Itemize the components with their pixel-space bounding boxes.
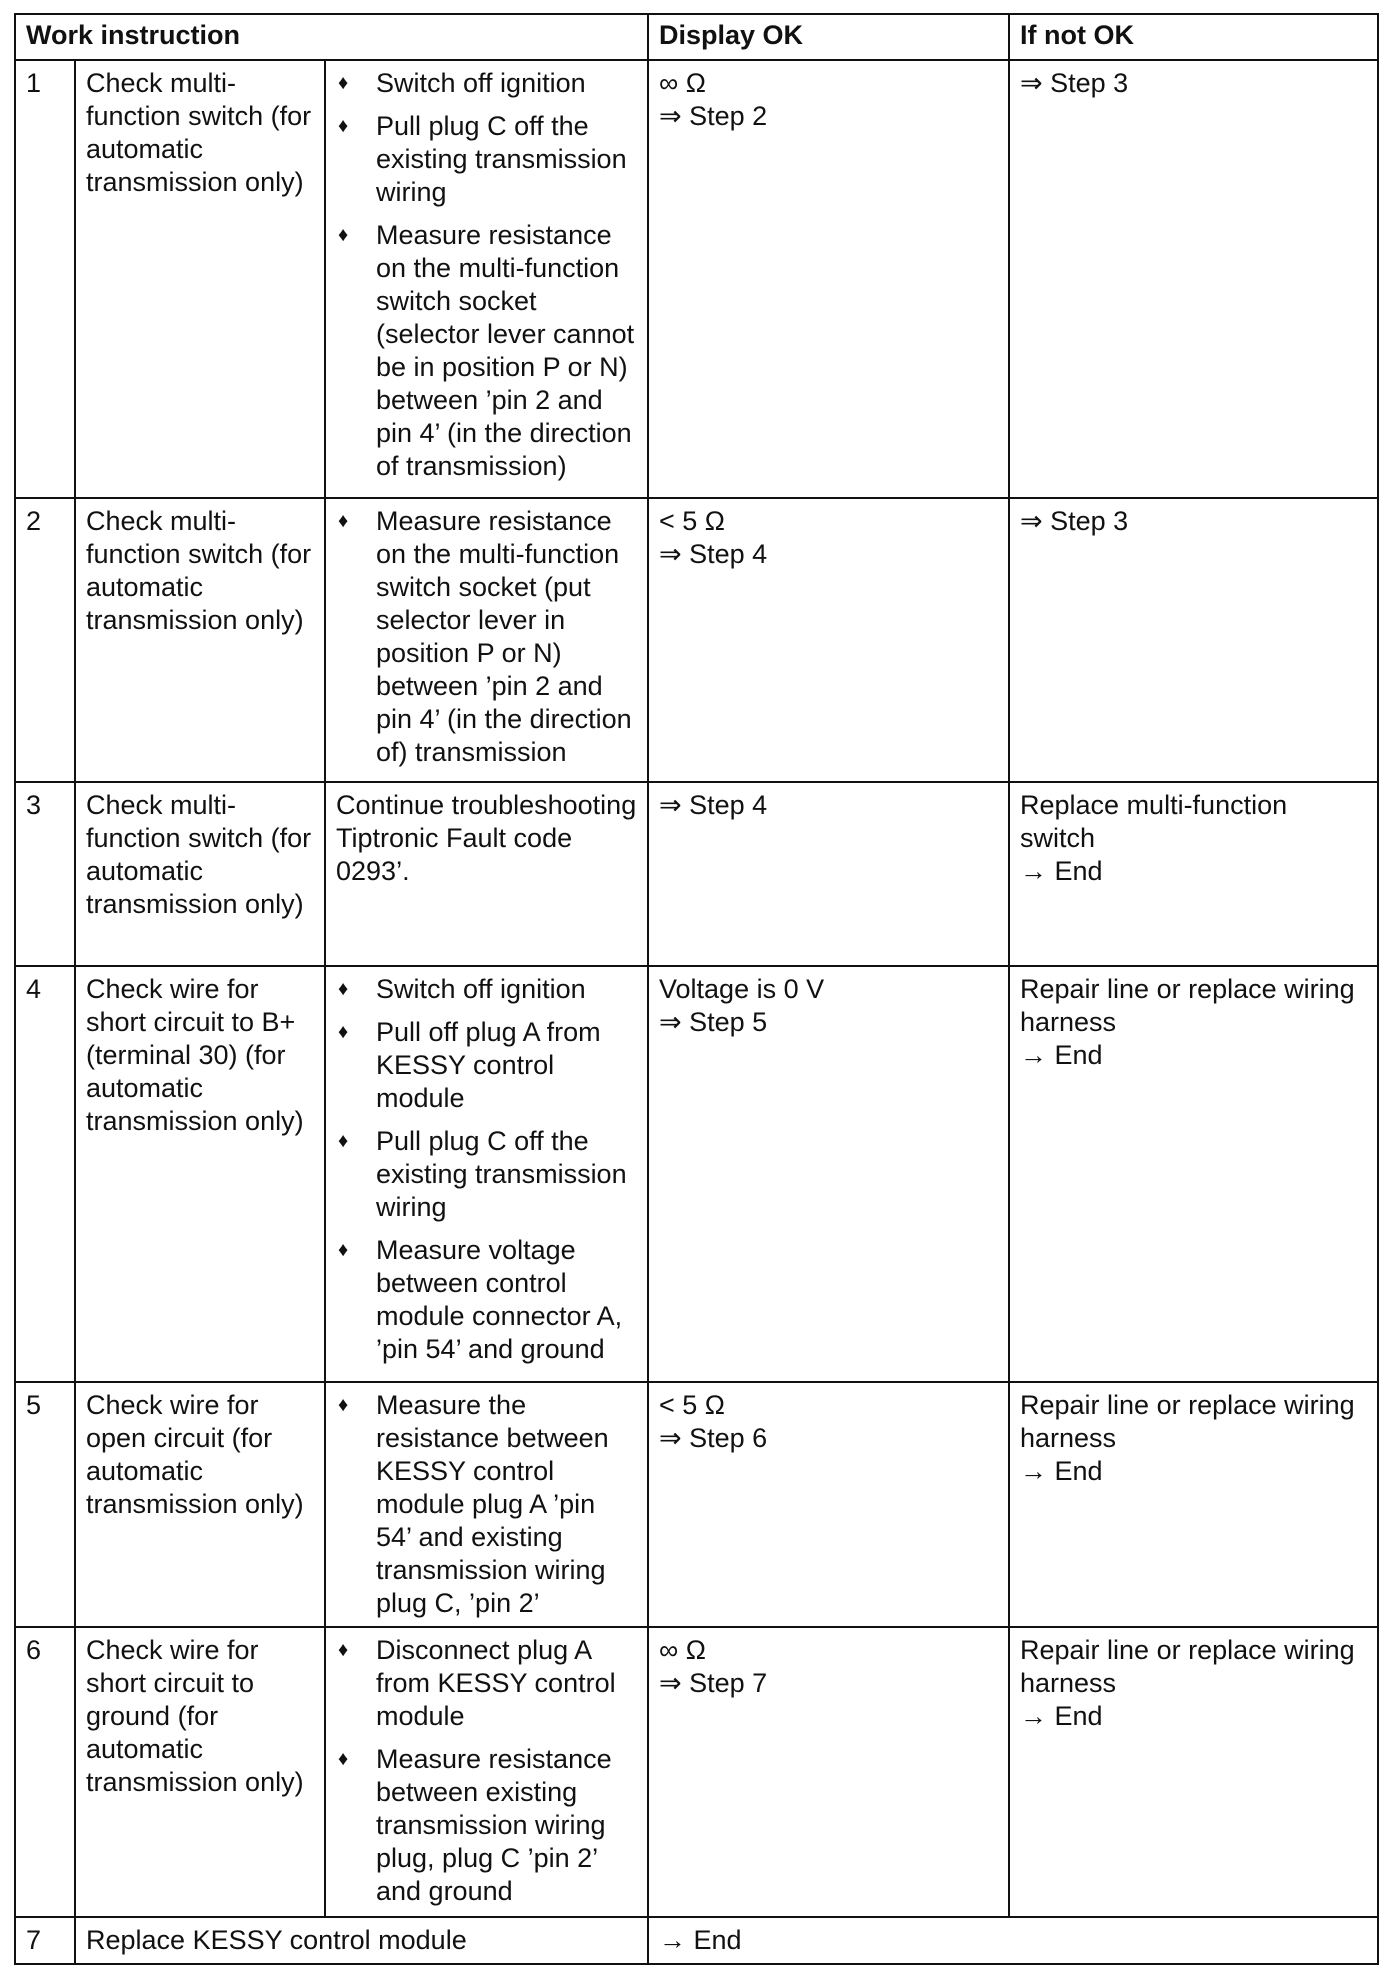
- step-number: 3: [15, 782, 75, 966]
- bullet-icon: ♦: [338, 1130, 349, 1152]
- header-display-ok: Display OK: [648, 14, 1009, 60]
- instruction-cell: [325, 60, 648, 498]
- if-not-ok-line: → End: [1020, 1701, 1103, 1731]
- instruction-list: [336, 1389, 637, 1620]
- table-row: [15, 966, 1378, 1382]
- display-ok-line: ⇒ Step 5: [659, 1007, 768, 1037]
- display-ok-line: ∞ Ω: [659, 1635, 706, 1665]
- instruction-text: Disconnect plug A from KESSY control module: [376, 1635, 616, 1731]
- if-not-ok-line: ⇒ Step 3: [1020, 68, 1129, 98]
- if-not-ok-line: Repair line or replace wiring harness: [1020, 1390, 1355, 1453]
- instruction-cell: [325, 1382, 648, 1627]
- instruction-cell: [325, 1627, 648, 1917]
- table-row: [15, 498, 1378, 782]
- check-description: Check multi-function switch (for automatic transmission only): [75, 498, 325, 782]
- instruction-item: [336, 1125, 637, 1224]
- instruction-item: [336, 67, 637, 100]
- check-description: Check multi-function switch (for automatic transmission only): [75, 782, 325, 966]
- bullet-icon: ♦: [338, 1239, 349, 1261]
- display-ok-cell: [648, 498, 1009, 782]
- step-number: 6: [15, 1627, 75, 1917]
- instruction-item: [336, 1389, 637, 1620]
- if-not-ok-cell: [1009, 1627, 1378, 1917]
- instruction-item: [336, 973, 637, 1006]
- if-not-ok-line: → End: [1020, 1456, 1103, 1486]
- final-display-ok: → End: [648, 1917, 1378, 1964]
- check-description: Check multi-function switch (for automatic transmission only): [75, 60, 325, 498]
- instruction-list: [336, 973, 637, 1366]
- instruction-cell: [325, 966, 648, 1382]
- if-not-ok-line: Replace multi-function switch: [1020, 790, 1288, 853]
- instruction-item: [336, 505, 637, 769]
- instruction-list: [336, 67, 637, 483]
- bullet-icon: ♦: [338, 1394, 349, 1416]
- instruction-text: Switch off ignition: [376, 68, 586, 98]
- if-not-ok-line: ⇒ Step 3: [1020, 506, 1129, 536]
- display-ok-cell: [648, 1382, 1009, 1627]
- check-description: Check wire for short circuit to B+ (terminal 30) (for automatic transmission only): [75, 966, 325, 1382]
- step-number: 7: [15, 1917, 75, 1964]
- if-not-ok-cell: [1009, 966, 1378, 1382]
- table-row: [15, 1382, 1378, 1627]
- bullet-icon: ♦: [338, 978, 349, 1000]
- instruction-list: [336, 505, 637, 769]
- display-ok-line: ⇒ Step 6: [659, 1423, 768, 1453]
- bullet-icon: ♦: [338, 1021, 349, 1043]
- display-ok-line: ∞ Ω: [659, 68, 706, 98]
- instruction-item: [336, 1634, 637, 1733]
- display-ok-cell: [648, 60, 1009, 498]
- table-row: [15, 782, 1378, 966]
- instruction-cell: [325, 782, 648, 966]
- display-ok-line: ⇒ Step 2: [659, 101, 768, 131]
- step-number: 4: [15, 966, 75, 1382]
- bullet-icon: ♦: [338, 224, 349, 246]
- check-description: Check wire for open circuit (for automatic transmission only): [75, 1382, 325, 1627]
- header-work-instruction: Work instruction: [15, 14, 648, 60]
- table-header-row: [15, 14, 1378, 60]
- instruction-text: Pull plug C off the existing transmission wiring: [376, 111, 627, 207]
- step-number: 5: [15, 1382, 75, 1627]
- step-number: 1: [15, 60, 75, 498]
- display-ok-line: Voltage is 0 V: [659, 974, 825, 1004]
- display-ok-line: ⇒ Step 4: [659, 790, 768, 820]
- instruction-text: Continue troubleshooting Tiptronic Fault code 0293’.: [336, 790, 637, 886]
- instruction-text: Measure resistance between existing transmission wiring plug, plug C ’pin 2’ and ground: [376, 1744, 612, 1906]
- display-ok-line: < 5 Ω: [659, 506, 725, 536]
- instruction-text: Switch off ignition: [376, 974, 586, 1004]
- bullet-icon: ♦: [338, 1639, 349, 1661]
- instruction-text: Measure resistance on the multi-function switch socket (put selector lever in position P or N) between ’pin 2 and pin 4’ (in the direction of) transmission: [376, 506, 632, 767]
- instruction-item: [336, 1743, 637, 1908]
- bullet-icon: ♦: [338, 1748, 349, 1770]
- bullet-icon: ♦: [338, 510, 349, 532]
- display-ok-cell: [648, 1627, 1009, 1917]
- header-if-not-ok: If not OK: [1009, 14, 1378, 60]
- check-description: Check wire for short circuit to ground (for automatic transmission only): [75, 1627, 325, 1917]
- table-row: [15, 1627, 1378, 1917]
- instruction-cell: [325, 498, 648, 782]
- work-instruction-table: [14, 13, 1379, 1965]
- instruction-text: Measure voltage between control module connector A, ’pin 54’ and ground: [376, 1235, 623, 1364]
- bullet-icon: ♦: [338, 72, 349, 94]
- instruction-text: Pull off plug A from KESSY control module: [376, 1017, 601, 1113]
- table-row-final: [15, 1917, 1378, 1964]
- instruction-item: [336, 219, 637, 483]
- if-not-ok-cell: [1009, 498, 1378, 782]
- final-instruction: Replace KESSY control module: [75, 1917, 648, 1964]
- display-ok-line: ⇒ Step 7: [659, 1668, 768, 1698]
- display-ok-cell: [648, 966, 1009, 1382]
- display-ok-line: < 5 Ω: [659, 1390, 725, 1420]
- if-not-ok-cell: [1009, 782, 1378, 966]
- if-not-ok-line: → End: [1020, 1040, 1103, 1070]
- if-not-ok-line: Repair line or replace wiring harness: [1020, 974, 1355, 1037]
- if-not-ok-line: → End: [1020, 856, 1103, 886]
- instruction-item: [336, 1016, 637, 1115]
- bullet-icon: ♦: [338, 115, 349, 137]
- instruction-text: Pull plug C off the existing transmission wiring: [376, 1126, 627, 1222]
- instruction-item: [336, 1234, 637, 1366]
- instruction-text: Measure resistance on the multi-function switch socket (selector lever cannot be in position P or N) between ’pin 2 and pin 4’ (in the direction of transmission): [376, 220, 635, 481]
- step-number: 2: [15, 498, 75, 782]
- instruction-text: Measure the resistance between KESSY control module plug A ’pin 54’ and existing transmission wiring plug C, ’pin 2’: [376, 1390, 609, 1618]
- instruction-item: [336, 110, 637, 209]
- display-ok-line: ⇒ Step 4: [659, 539, 768, 569]
- if-not-ok-line: Repair line or replace wiring harness: [1020, 1635, 1355, 1698]
- instruction-list: [336, 1634, 637, 1908]
- display-ok-cell: [648, 782, 1009, 966]
- table-row: [15, 60, 1378, 498]
- if-not-ok-cell: [1009, 1382, 1378, 1627]
- if-not-ok-cell: [1009, 60, 1378, 498]
